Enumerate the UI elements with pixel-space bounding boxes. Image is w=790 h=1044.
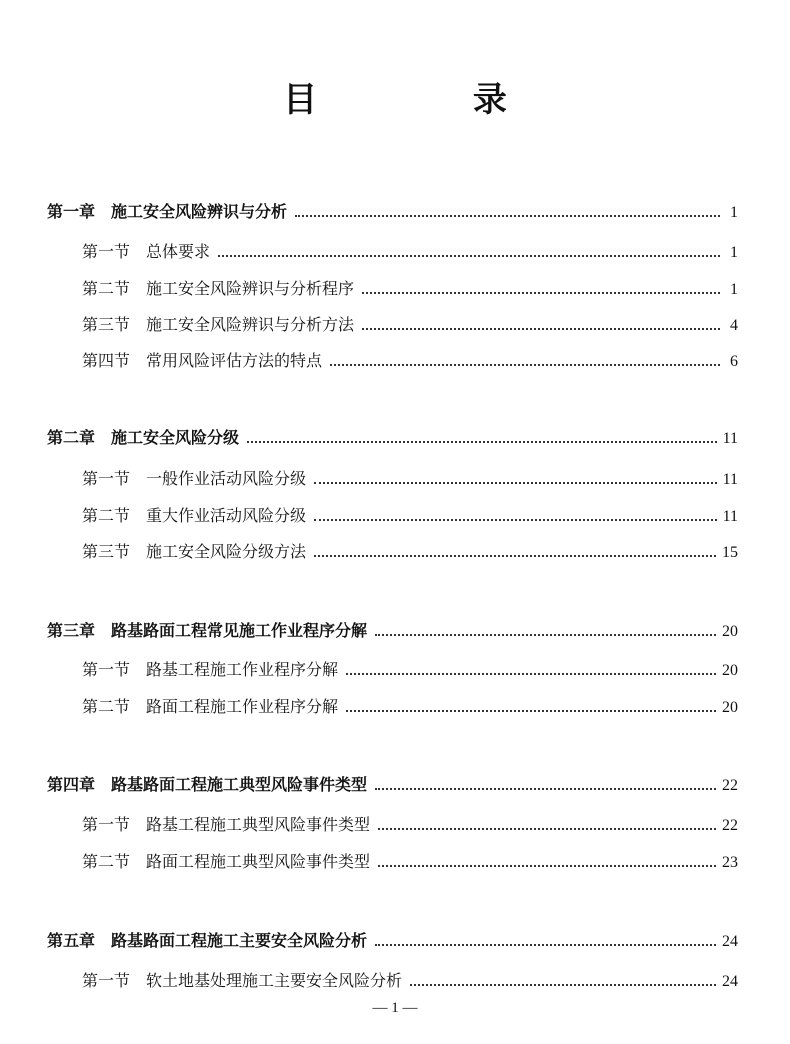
- toc-section-1-2[interactable]: [82, 279, 738, 300]
- dot-leader: [378, 865, 716, 867]
- toc-title: 常用风险评估方法的特点: [146, 351, 323, 370]
- toc-page-number: 11: [722, 471, 738, 488]
- toc-title: 路基路面工程施工典型风险事件类型: [111, 775, 368, 794]
- toc-label: 第一章: [47, 202, 96, 221]
- toc-page-number: 11: [722, 430, 738, 447]
- toc-section-5-1[interactable]: [82, 971, 738, 992]
- toc-label: 第一节: [82, 660, 131, 679]
- toc-title: 路基路面工程施工主要安全风险分析: [111, 931, 368, 950]
- toc-page-number: 1: [730, 281, 738, 298]
- toc-title: 施工安全风险分级方法: [146, 542, 307, 561]
- dot-leader: [314, 555, 716, 557]
- toc-label: 第三节: [82, 315, 131, 334]
- toc-page-number: 24: [722, 933, 738, 950]
- toc-label: 第二节: [82, 697, 131, 716]
- dot-leader: [330, 364, 720, 366]
- dot-leader: [362, 328, 720, 330]
- toc-page-number: 11: [722, 508, 738, 525]
- toc-page-number: 24: [722, 973, 738, 990]
- toc-title: 重大作业活动风险分级: [146, 506, 307, 525]
- toc-label: 第一节: [82, 971, 131, 990]
- toc-section-4-1[interactable]: [82, 815, 738, 836]
- toc-page-number: 20: [722, 699, 738, 716]
- toc-label: 第一节: [82, 815, 131, 834]
- toc-page-number: 20: [722, 662, 738, 679]
- toc-page-number: 15: [722, 544, 738, 561]
- dot-leader: [375, 788, 716, 790]
- toc-section-2-2[interactable]: [82, 506, 738, 527]
- toc-title: 路基路面工程常见施工作业程序分解: [111, 621, 368, 640]
- toc-label: 第四章: [47, 775, 96, 794]
- toc-page-number: 6: [730, 353, 738, 370]
- toc-label: 第二章: [47, 428, 96, 447]
- dot-leader: [362, 292, 720, 294]
- toc-chapter-1[interactable]: [47, 202, 738, 223]
- toc-title: 路面工程施工作业程序分解: [146, 697, 339, 716]
- toc-title: 施工安全风险辨识与分析: [111, 202, 288, 221]
- page-number-footer: — 1 —: [372, 1000, 418, 1016]
- dot-leader: [410, 984, 716, 986]
- toc-page-number: 1: [730, 244, 738, 261]
- toc-label: 第三节: [82, 542, 131, 561]
- toc-title: 施工安全风险辨识与分析方法: [146, 315, 355, 334]
- dot-leader: [218, 255, 720, 257]
- toc-title: 一般作业活动风险分级: [146, 469, 307, 488]
- toc-page-number: 23: [722, 854, 738, 871]
- toc-title: 施工安全风险分级: [111, 428, 240, 447]
- toc-label: 第一节: [82, 242, 131, 261]
- dot-leader: [247, 441, 717, 443]
- toc-title: 路面工程施工典型风险事件类型: [146, 852, 371, 871]
- toc-chapter-3[interactable]: [47, 621, 738, 642]
- dot-leader: [375, 944, 716, 946]
- toc-title: 路基工程施工典型风险事件类型: [146, 815, 371, 834]
- toc-label: 第五章: [47, 931, 96, 950]
- toc-section-4-2[interactable]: [82, 852, 738, 873]
- toc-section-1-4[interactable]: [82, 351, 738, 372]
- toc-page-number: 1: [730, 204, 738, 221]
- toc-page-number: 4: [730, 317, 738, 334]
- toc-title: 软土地基处理施工主要安全风险分析: [146, 971, 403, 990]
- toc-label: 第三章: [47, 621, 96, 640]
- toc-page-number: 20: [722, 623, 738, 640]
- toc-label: 第四节: [82, 351, 131, 370]
- dot-leader: [346, 673, 716, 675]
- page-title: 目 录: [283, 80, 579, 120]
- dot-leader: [314, 519, 717, 521]
- toc-title: 路基工程施工作业程序分解: [146, 660, 339, 679]
- toc-page-number: 22: [722, 817, 738, 834]
- toc-label: 第二节: [82, 279, 131, 298]
- dot-leader: [346, 710, 716, 712]
- toc-label: 第二节: [82, 852, 131, 871]
- toc-page-number: 22: [722, 777, 738, 794]
- toc-title: 施工安全风险辨识与分析程序: [146, 279, 355, 298]
- toc-chapter-4[interactable]: [47, 775, 738, 796]
- toc-section-3-2[interactable]: [82, 697, 738, 718]
- toc-chapter-5[interactable]: [47, 931, 738, 952]
- toc-label: 第一节: [82, 469, 131, 488]
- dot-leader: [295, 215, 720, 217]
- toc-section-1-3[interactable]: [82, 315, 738, 336]
- toc-section-2-3[interactable]: [82, 542, 738, 563]
- dot-leader: [314, 482, 717, 484]
- dot-leader: [378, 828, 716, 830]
- toc-section-2-1[interactable]: [82, 469, 738, 490]
- toc-title: 总体要求: [146, 242, 211, 261]
- dot-leader: [375, 634, 716, 636]
- toc-section-1-1[interactable]: [82, 242, 738, 263]
- toc-chapter-2[interactable]: [47, 428, 738, 449]
- toc-section-3-1[interactable]: [82, 660, 738, 681]
- toc-label: 第二节: [82, 506, 131, 525]
